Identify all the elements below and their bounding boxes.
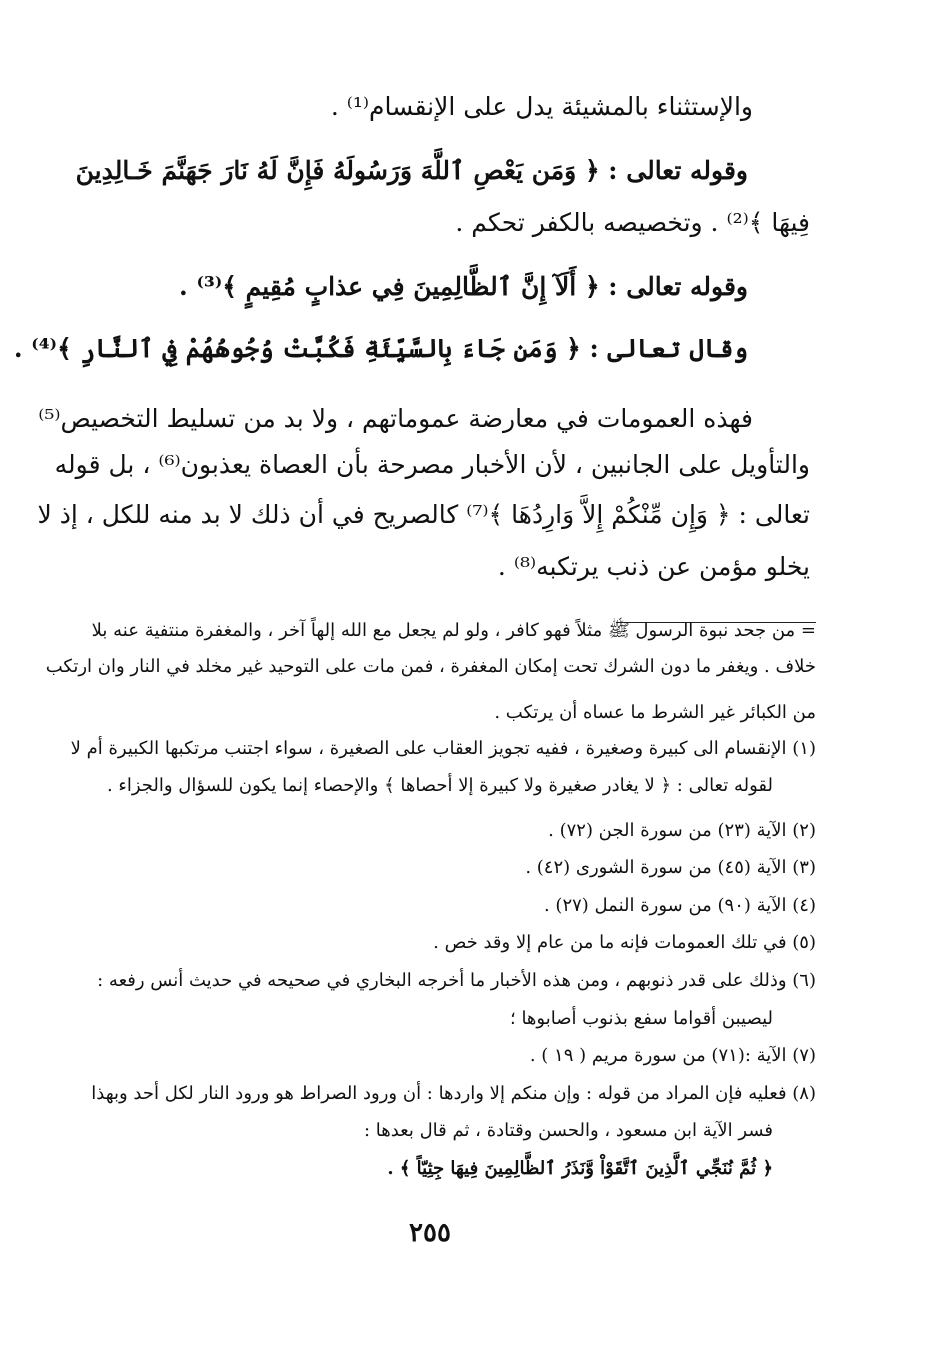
- footnote-3: (٣) الآية (٤٥) من سورة الشورى (٤٢) .: [525, 857, 816, 878]
- main-line-9: يخلو مؤمن عن ذنب يرتكبه⁽⁸⁾ .: [497, 552, 810, 581]
- footnote-7: (٧) الآية :(٧١) من سورة مريم ( ١٩ ) .: [529, 1045, 816, 1066]
- main-line-1: والإستثناء بالمشيئة يدل على الإنقسام⁽¹⁾ .: [330, 92, 753, 121]
- footnote-8: (٨) فعليه فإن المراد من قوله : وإن منكم إلا واردها : أن ورود الصراط هو ورود النار لكل أحد وبهذا: [91, 1083, 816, 1104]
- main-line-2: وقوله تعالى : ﴿ وَمَن يَعْصِ ٱللَّهَ وَرَسُولَهُ فَإِنَّ لَهُ نَارَ جَهَنَّمَ خَـالِدِينَ: [75, 156, 748, 185]
- footnote-line-3: من الكبائر غير الشرط ما عساه أن يرتكب .: [494, 702, 816, 723]
- main-line-8: تعالى : ﴿ وَإِن مِّنْكُمْ إِلاَّ وَارِدُهَا ﴾⁽⁷⁾ كالصريح في أن ذلك لا بد منه للكل ، إذ لا: [37, 500, 810, 529]
- footnote-1: (١) الإنقسام الى كبيرة وصغيرة ، ففيه تجويز العقاب على الصغيرة ، سواء اجتنب مرتكبها الكبيرة أم لا: [70, 738, 816, 759]
- page-number: ٢٥٥: [409, 1218, 451, 1248]
- footnote-2: (٢) الآية (٢٣) من سورة الجن (٧٢) .: [548, 820, 816, 841]
- main-line-3: فِيهَا ﴾⁽²⁾ . وتخصيصه بالكفر تحكم .: [455, 208, 810, 237]
- footnote-1-cont: لقوله تعالى : ﴿ لا يغادر صغيرة ولا كبيرة إلا أحصاها ﴾ والإحصاء إنما يكون للسؤال والجزاء .: [106, 775, 773, 796]
- main-line-6: فهذه العمومات في معارضة عموماتهم ، ولا بد من تسليط التخصيص⁽⁵⁾: [38, 404, 753, 433]
- footnote-8-verse: ﴿ ثُمَّ نُنَجِّي ٱلَّذِينَ ٱتَّقَوْاْ وَّنَذَرُ ٱلظَّالِمِينَ فِيهَا جِثِيّاً ﴾ .: [387, 1158, 773, 1179]
- footnote-8-cont: فسر الآية ابن مسعود ، والحسن وقتادة ، ثم قال بعدها :: [363, 1120, 773, 1141]
- main-line-5: وقال تعالى : ﴿ وَمَن جَاءَ بِالسَّيِّئَةِ فَكُبَّتْ وُجُوهُهُمْ فِي ٱلنَّارِ ﴾⁽⁴⁾ .: [13, 334, 748, 363]
- footnote-6: (٦) وذلك على قدر ذنوبهم ، ومن هذه الأخبار ما أخرجه البخاري في صحيحه في حديث أنس رفعه :: [97, 970, 816, 991]
- footnote-5: (٥) في تلك العمومات فإنه ما من عام إلا وقد خص .: [433, 932, 816, 953]
- footnote-6-cont: ليصيبن أقواما سفع بذنوب أصابوها ؛: [510, 1008, 773, 1029]
- footnote-4: (٤) الآية (٩٠) من سورة النمل (٢٧) .: [543, 895, 816, 916]
- main-line-4: وقوله تعالى : ﴿ أَلَآ إِنَّ ٱلظَّالِمِينَ فِي عذابٍ مُقِيمٍ ﴾⁽³⁾ .: [179, 272, 748, 301]
- footnote-line-2: خلاف . ويغفر ما دون الشرك تحت إمكان المغفرة ، فمن مات على التوحيد غير مخلد في النار وان ارتكب: [45, 656, 816, 677]
- footnote-line-1: = من جحد نبوة الرسول ﷺ مثلاً فهو كافر ، ولو لم يجعل مع الله إلهاً آخر ، والمغفرة منتفية عنه بلا: [91, 620, 816, 641]
- main-line-7: والتأويل على الجانبين ، لأن الأخبار مصرحة بأن العصاة يعذبون⁽⁶⁾ ، بل قوله: [54, 450, 810, 479]
